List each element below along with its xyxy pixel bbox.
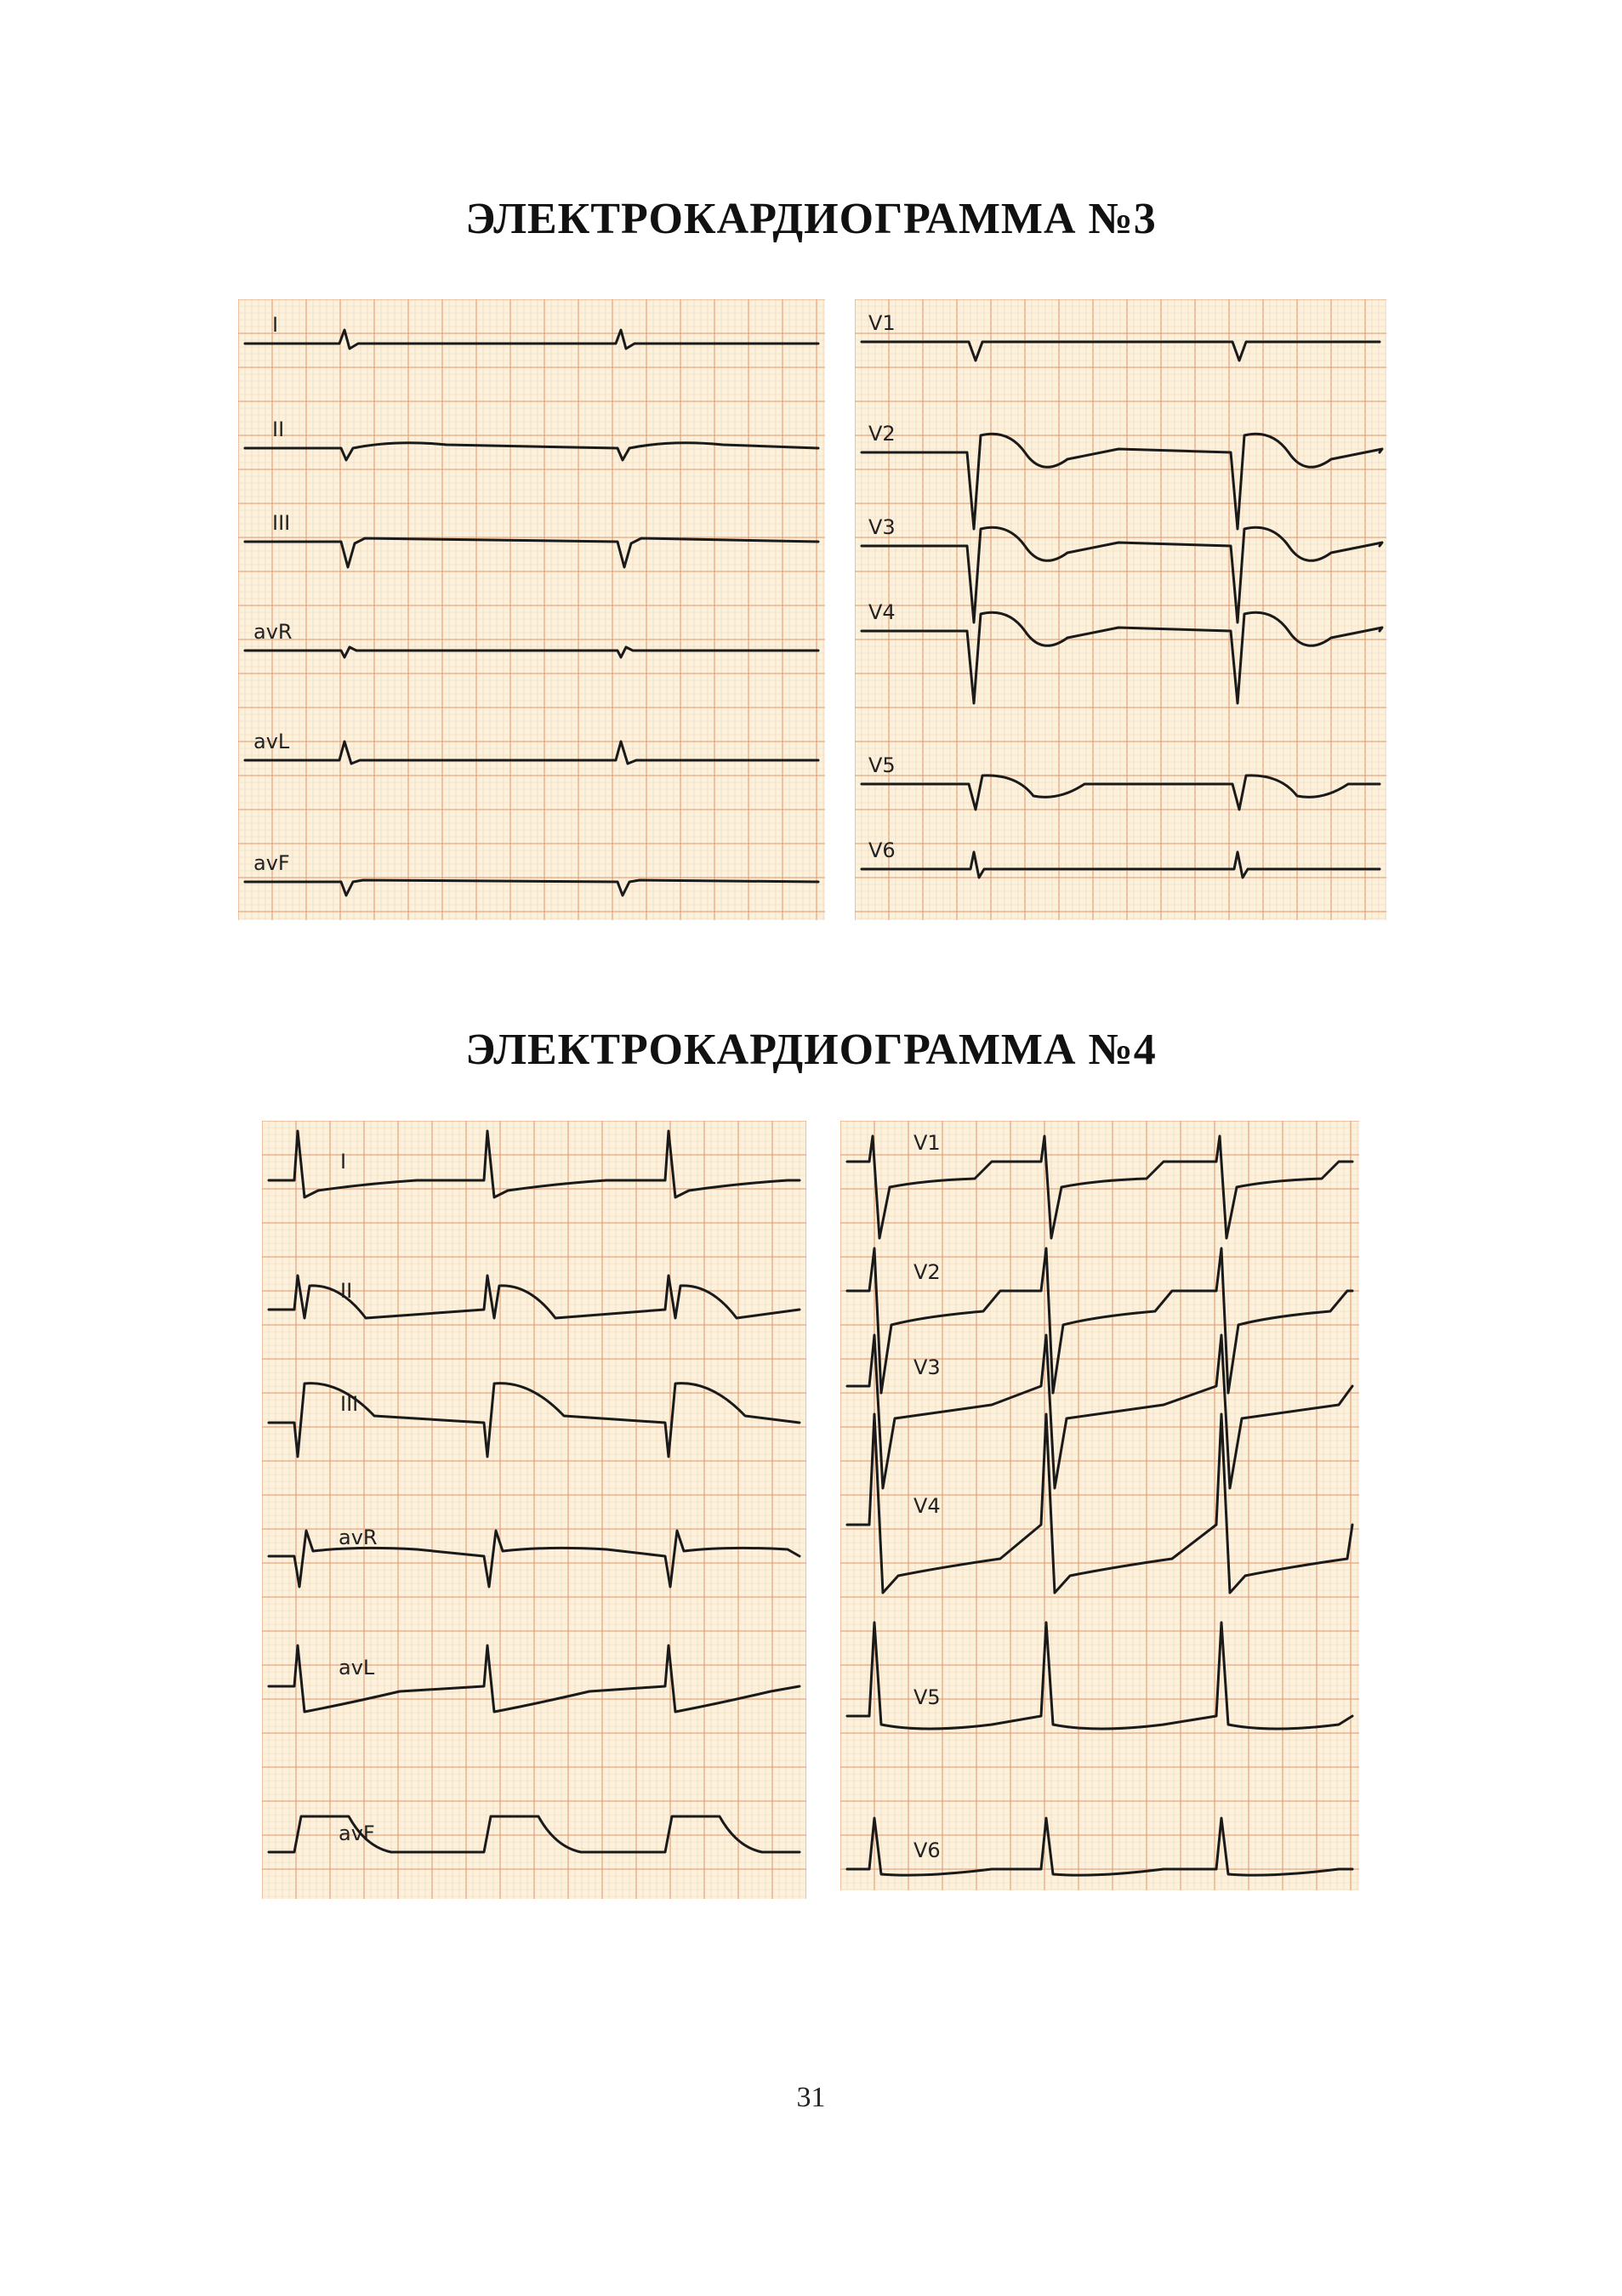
lead-label-ii: II	[272, 418, 285, 441]
ecg-paper	[855, 299, 1386, 920]
ecg4-title: ЭЛЕКТРОКАРДИОГРАММА №4	[465, 1026, 1157, 1074]
lead-label-v4: V4	[913, 1494, 941, 1518]
lead-label-avr: avR	[253, 620, 293, 644]
lead-label-v5: V5	[868, 753, 896, 777]
lead-label-ii: II	[340, 1279, 353, 1303]
ecg3-title: ЭЛЕКТРОКАРДИОГРАММА №3	[465, 195, 1157, 243]
ecg-trace-avf	[245, 880, 818, 895]
ecg-trace-v5	[862, 776, 1380, 810]
lead-label-iii: III	[340, 1392, 359, 1416]
ecg-trace-ii	[245, 443, 818, 460]
ecg-trace-avr	[245, 647, 818, 657]
ecg-trace-v1	[862, 342, 1380, 361]
lead-label-v6: V6	[868, 838, 896, 862]
lead-label-v3: V3	[913, 1355, 941, 1379]
lead-label-avf: avF	[339, 1821, 375, 1845]
ecg-trace-v6	[862, 852, 1380, 878]
ecg3-limb-leads-panel	[238, 299, 825, 920]
lead-label-i: I	[340, 1150, 347, 1174]
lead-label-avr: avR	[339, 1526, 378, 1549]
lead-label-iii: III	[272, 511, 291, 535]
ecg4-limb-leads-panel	[262, 1121, 806, 1899]
lead-label-v1: V1	[913, 1131, 941, 1155]
ecg4-chest-leads-panel	[840, 1121, 1359, 1890]
ecg-trace-avl	[245, 742, 818, 764]
ecg3-chest-leads-panel	[855, 299, 1386, 920]
lead-label-v2: V2	[913, 1260, 941, 1284]
lead-label-avf: avF	[253, 851, 290, 875]
lead-label-v2: V2	[868, 422, 896, 446]
lead-label-avl: avL	[253, 730, 290, 753]
ecg-trace-iii	[245, 538, 818, 567]
lead-label-i: I	[272, 313, 279, 337]
lead-label-v1: V1	[868, 311, 896, 335]
lead-label-v3: V3	[868, 515, 896, 539]
ecg-paper	[262, 1121, 806, 1899]
page-number: 31	[796, 2082, 826, 2113]
ecg-paper	[840, 1121, 1359, 1890]
lead-label-v6: V6	[913, 1839, 941, 1862]
ecg-paper	[238, 299, 825, 920]
ecg-trace-i	[245, 330, 818, 349]
lead-label-v4: V4	[868, 600, 896, 624]
lead-label-v5: V5	[913, 1685, 941, 1709]
lead-label-avl: avL	[339, 1656, 375, 1679]
